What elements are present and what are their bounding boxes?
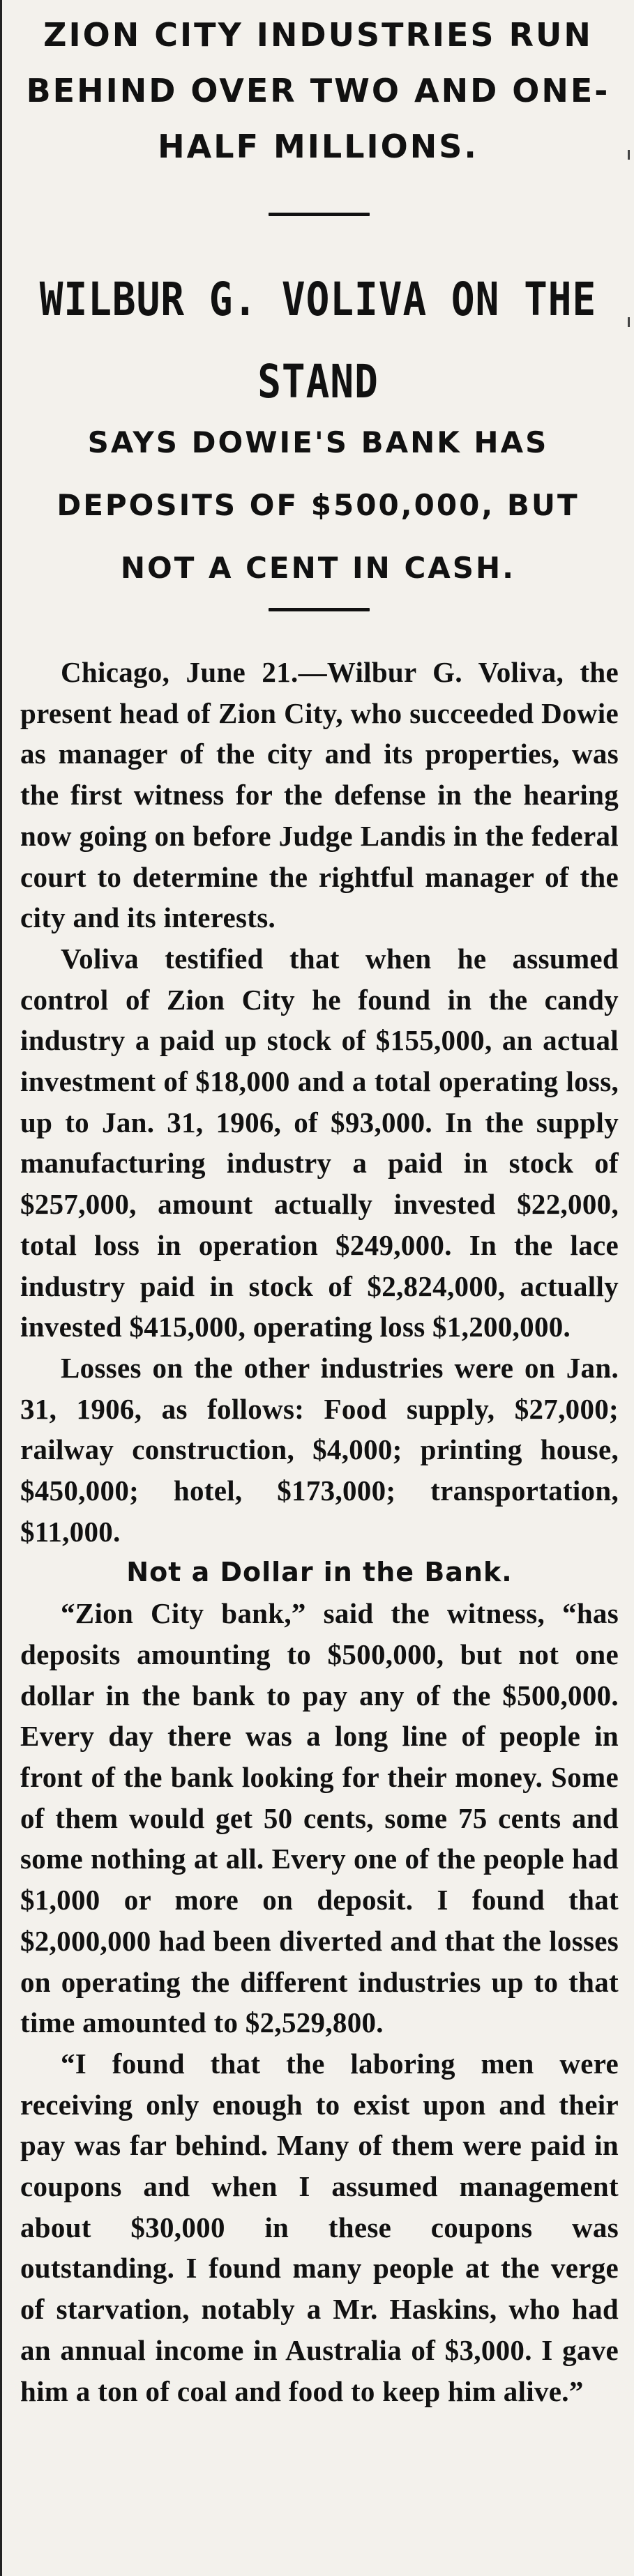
section-subhead: Not a Dollar in the Bank. [126, 1557, 513, 1588]
paragraph-5: “I found that the laboring men were receiving only enough to exist upon and their pay was far behind. Many of them were paid in coupons and when I assumed management about $30,000 in these coupons was outstanding. I found many people at the verge of starvation, notably a Mr. Haskins, who had an annual income in Australia of $3,000. I gave him a ton of coal and food to keep him alive.” [20, 2047, 619, 2407]
deck-headline: SAYS DOWIE'S BANK HAS DEPOSITS OF $500,000, BUT NOT A CENT IN CASH. [56, 425, 580, 585]
paragraph-3: Losses on the other industries were on Jan. 31, 1906, as follows: Food supply, $27,000; railway construction, $4,000; printing house, $450,000; hotel, $173,000; transportation, $11,000. [20, 1351, 619, 1548]
headline-divider-1 [269, 213, 370, 216]
main-headline: ZION CITY INDUSTRIES RUN BEHIND OVER TWO AND ONE-HALF MILLIONS. [26, 16, 610, 165]
secondary-headline: WILBUR G. VOLIVA ON THE STAND [39, 273, 597, 409]
print-mark [628, 150, 630, 160]
headline-divider-2 [269, 608, 370, 611]
paragraph-4: “Zion City bank,” said the witness, “has deposits amounting to $500,000, but not one dollar in the bank to pay any of the $500,000. Every day there was a long line of people in front of the bank looking for their money. Some of them would get 50 cents, some 75 cents and some nothing at all. Every one of the people had $1,000 or more on deposit. I found that $2,000,000 had been diverted and that the losses on operating the different industries up to that time amounted to $2,529,800. [20, 1597, 619, 2039]
print-mark [628, 317, 630, 327]
paragraph-2: Voliva testified that when he assumed control of Zion City he found in the candy industry a paid up stock of $155,000, an actual investment of $18,000 and a total operating loss, up to Jan. 31, 1906, of $93,000. In the supply manufacturing industry a paid in stock of $257,000, amount actually invested $22,000, total loss in operation $249,000. In the lace industry paid in stock of $2,824,000, actually invested $415,000, operating loss $1,200,000. [20, 942, 619, 1343]
paragraph-1: Chicago, June 21.—Wilbur G. Voliva, the present head of Zion City, who succeeded Dowie as manager of the city and its properties, was the first witness for the defense in the hearing now going on before Judge Landis in the federal court to determine the rightful manager of the city and its interests. [20, 656, 619, 934]
article-body [20, 652, 619, 2411]
